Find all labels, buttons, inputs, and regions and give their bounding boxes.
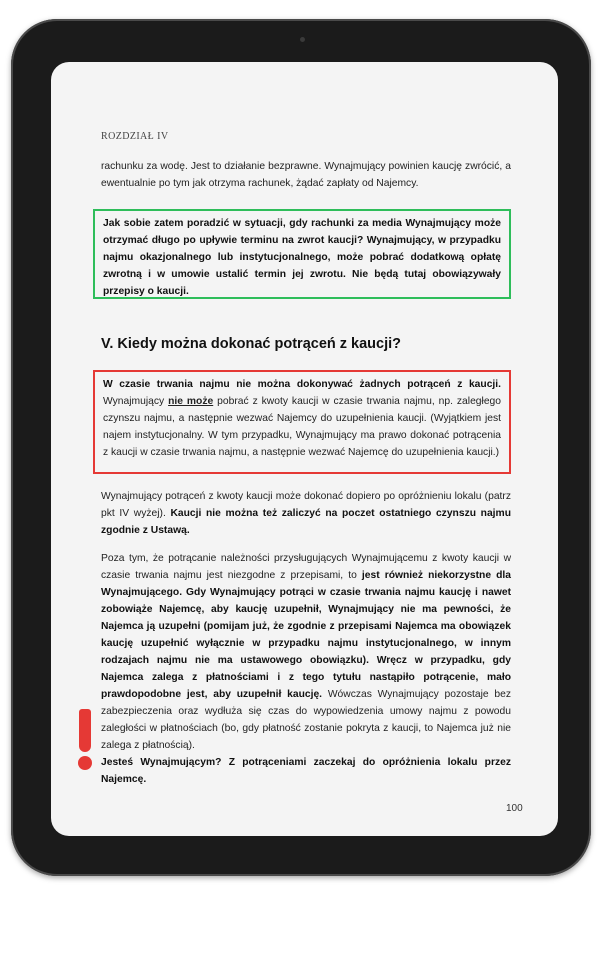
red-box-bold-intro: W czasie trwania najmu nie można dokonywać żadnych potrąceń z kaucji. [103, 379, 501, 390]
highlight-box-green [93, 209, 511, 299]
para2-normal: Wynajmujący potrąceń z kwoty kaucji może dokonać dopiero po opróżnieniu lokalu (patrz pkt IV wyżej). [101, 491, 511, 519]
red-box-underlined: nie może [168, 396, 214, 407]
green-box-text: Jak sobie zatem poradzić w sytuacji, gdy rachunki za media Wynajmujący może otrzymać długo po upływie terminu na zwrot kaucji? Wynajmujący, w przypadku najmu okazjonalnego lub instytucjonalnego, może pobrać dodatkową opłatę zwrotną i w umowie ustalić termin jej zwrotu. Nie będą tutaj obowiązywały przepisy o kaucji. [103, 218, 501, 297]
front-camera [300, 37, 305, 42]
section-heading: V. Kiedy można dokonać potrąceń z kaucji? [101, 336, 402, 352]
red-box-text-part1: Wynajmujący [103, 396, 169, 407]
paragraph-intro: rachunku za wodę. Jest to działanie bezprawne. Wynajmujący powinien kaucję zwrócić, a ewentualnie po tym jak otrzyma rachunek, żądać zapłaty od Najemcy. [101, 161, 511, 189]
exclamation-dot-icon [78, 756, 92, 770]
ebook-page [51, 62, 558, 836]
paragraph-details [101, 550, 511, 788]
para3-normal1: Poza tym, że potrącanie należności przysługujących Wynajmującemu z kwoty kaucji w czasie trwania najmu jest niezgodne z przepisami, to [101, 553, 511, 581]
highlight-box-red [93, 370, 511, 474]
chapter-label: ROZDZIAŁ IV [101, 131, 169, 142]
para3-normal2: Wówczas Wynajmujący pozostaje bez zabezpieczenia oraz wydłuża się czas do wypowiedzenia umowy najmu z powodu zaległości w płatnościach (bo, gdy płatność zostanie pokryta z kaucji, to Najemca już nie zalega z płatnością). [101, 689, 511, 751]
paragraph-deductions [101, 488, 511, 539]
para3-bold2: Jesteś Wynajmującym? Z potrąceniami zaczekaj do opróżnienia lokalu przez Najemcę. [101, 757, 511, 785]
para3-bold1: jest również niekorzystne dla Wynajmującego. Gdy Wynajmujący potrąci w czasie trwania najmu kaucję i nawet zobowiąże Najemcę, aby kaucję uzupełnił, Wynajmujący nie ma pewności, że Najemca ją uzupełni (pomijam już, że zgodnie z przepisami Najemca ma obowiązek kaucję uzupełnić wyłącznie w przypadku najmu instytucjonalnego, w innym rodzajach najmu nie ma ustawowego obowiązku). Wręcz w przypadku, gdy Najemca zalega z płatnościami i z tego tytułu nastąpiło potrącenie, mało prawdopodobne jest, aby uzupełnił kaucję. [101, 570, 511, 700]
red-box-text-part2: pobrać z kwoty kaucji w czasie trwania najmu, np. zaległego czynszu najmu, a następnie wezwać Najemcy do uzupełnienia kaucji. (Wyjątkiem jest najem instytucjonalny. W tym przypadku, Wynajmujący ma prawo dokonać potrącenia z kaucji w czasie trwania najmu, a następnie wezwać Najemcę do uzupełnienia kaucji.) [103, 396, 501, 458]
exclamation-icon [79, 709, 91, 752]
page-number: 100 [506, 803, 523, 814]
para2-bold: Kaucji nie można też zaliczyć na poczet ostatniego czynszu najmu zgodnie z Ustawą. [101, 508, 511, 536]
